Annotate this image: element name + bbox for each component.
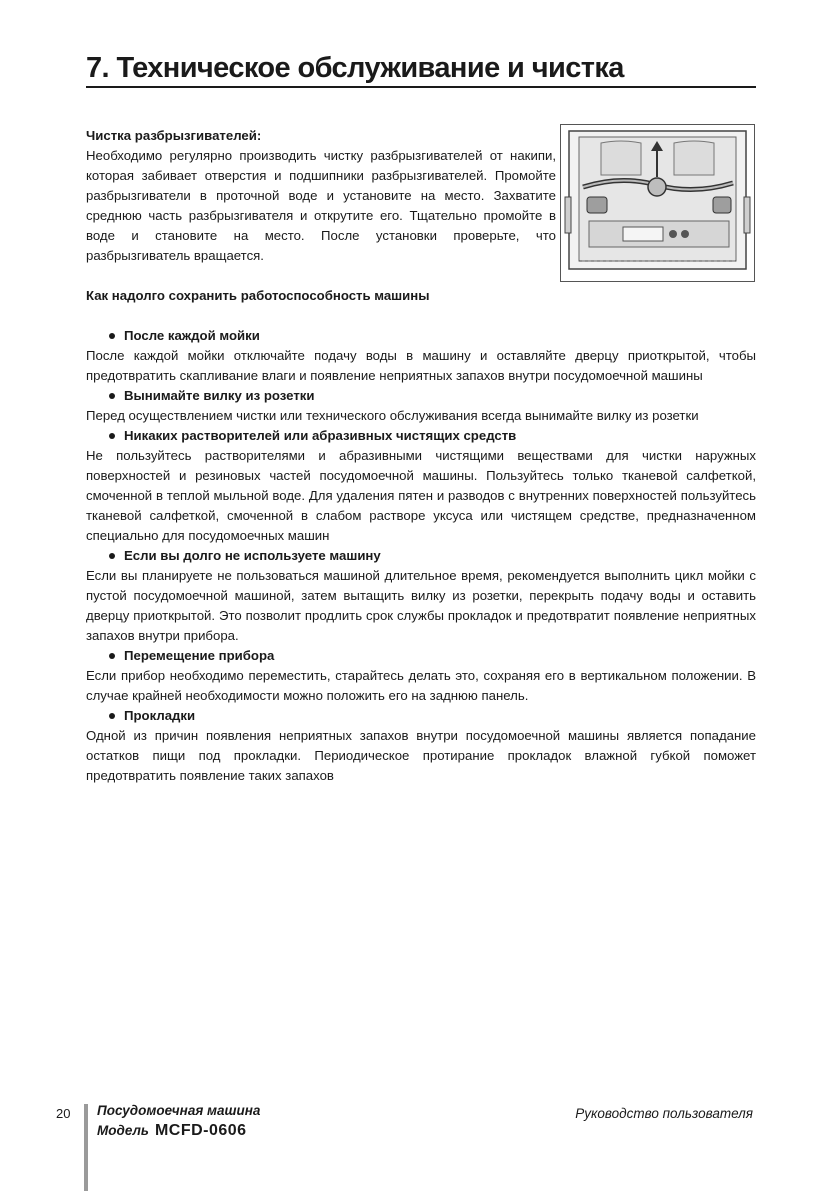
page-number: 20 xyxy=(56,1106,71,1121)
bullet-icon xyxy=(109,393,115,399)
footer-model xyxy=(97,1122,247,1140)
maintenance-tips-section xyxy=(86,286,756,786)
tip-heading: Прокладки xyxy=(86,706,756,726)
spray-arm-cleaning-section xyxy=(86,126,556,266)
tip-heading: После каждой мойки xyxy=(86,326,756,346)
model-code: MCFD-0606 xyxy=(154,1122,247,1139)
tip-heading: Никаких растворителей или абразивных чистящих средств xyxy=(86,426,756,446)
bullet-icon xyxy=(109,653,115,659)
dishwasher-interior-icon xyxy=(561,125,754,281)
tip-heading: Вынимайте вилку из розетки xyxy=(86,386,756,406)
tip-text: Не пользуйтесь растворителями и абразивными чистящими веществами для чистки наружных поверхностей и резиновых частей посудомоечной машины. Пользуйтесь только тканевой салфеткой, смоченной в теплой мыльной воде. Для удаления пятен и разводов с внутренних поверхностей пользуйтесь тканевой салфеткой, смоченной в слабом растворе уксуса или чистящем средстве, предназначенном специально для посудомоечных машин xyxy=(86,448,756,543)
tip-text: Если вы планируете не пользоваться машиной длительное время, рекомендуется выполнить цикл мойки с пустой посудомоечной машиной, затем вытащить вилку из розетки, перекрыть подачу воды и оставить дверцу приоткрытой. Это позволит продлить срок службы прокладок и предотвратит появление неприятных запахов внутри прибора. xyxy=(86,568,756,643)
bullet-icon xyxy=(109,333,115,339)
page-title: 7. Техническое обслуживание и чистка xyxy=(86,50,756,88)
footer-product: Посудомоечная машина xyxy=(97,1103,261,1118)
maintenance-heading: Как надолго сохранить работоспособность машины xyxy=(86,288,430,303)
footer-guide: Руководство пользователя xyxy=(575,1106,753,1121)
model-label: Модель xyxy=(97,1123,149,1138)
dishwasher-spray-arm-illustration xyxy=(560,124,755,282)
bullet-icon xyxy=(109,553,115,559)
tip-text: Перед осуществлением чистки или технического обслуживания всегда вынимайте вилку из розетки xyxy=(86,408,699,423)
spray-arm-text: Необходимо регулярно производить чистку разбрызгивателей от накипи, которая забивает отверстия и подшипники разбрызгивателей. Промойте разбрызгиватели в проточной воде и установите на место. Захватите среднюю часть разбрызгивателя и открутите его. Тщательно промойте в воде и становите на место. После установки проверьте, что разбрызгиватель вращается. xyxy=(86,148,556,263)
tip-heading: Если вы долго не используете машину xyxy=(86,546,756,566)
tip-text: Одной из причин появления неприятных запахов внутри посудомоечной машины является попадание остатков пищи под прокладки. Периодическое протирание прокладок влажной губкой поможет предотвратить появление таких запахов xyxy=(86,728,756,783)
spray-arm-heading: Чистка разбрызгивателей: xyxy=(86,128,262,143)
tip-heading: Перемещение прибора xyxy=(86,646,756,666)
footer-divider xyxy=(84,1104,88,1191)
tip-text: Если прибор необходимо переместить, старайтесь делать это, сохраняя его в вертикальном положении. В случае крайней необходимости можно положить его на заднюю панель. xyxy=(86,668,756,703)
bullet-icon xyxy=(109,713,115,719)
bullet-icon xyxy=(109,433,115,439)
tip-text: После каждой мойки отключайте подачу воды в машину и оставляйте дверцу приоткрытой, чтобы предотвратить скапливание влаги и появление неприятных запахов внутри посудомоечной машины xyxy=(86,348,756,383)
